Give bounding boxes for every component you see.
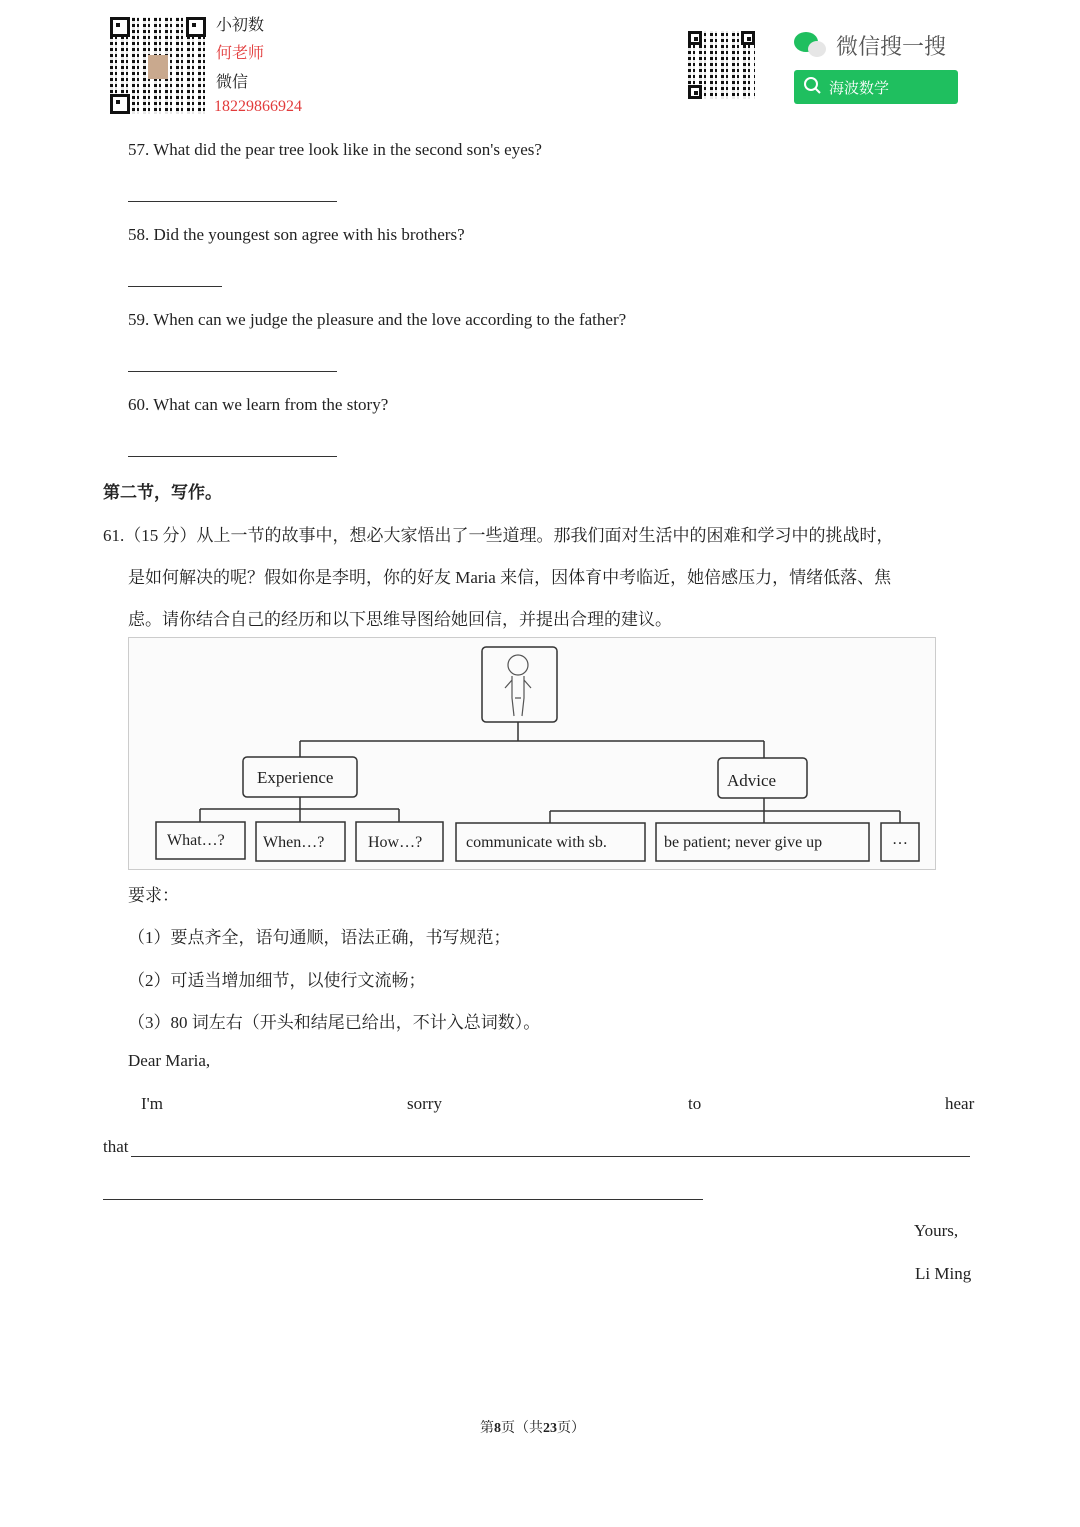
footer-post: 页） (557, 1421, 585, 1436)
answer-line-60[interactable] (128, 456, 337, 457)
footer-mid: 页（共 (501, 1421, 543, 1436)
wechat-search-title: 微信搜一搜 (836, 35, 947, 60)
page-footer (480, 1417, 585, 1437)
letter-greeting: Dear Maria, (128, 1051, 211, 1070)
answer-line-59[interactable] (128, 371, 337, 372)
wechat-icon (793, 30, 829, 65)
answer-line-57[interactable] (128, 201, 337, 202)
header-phone: 18229866924 (214, 98, 302, 115)
letter-word-sorry: sorry (407, 1094, 442, 1113)
writing-line-1[interactable] (131, 1156, 970, 1157)
qr-code-left (110, 17, 206, 114)
footer-pre: 第 (480, 1421, 494, 1436)
letter-word-im: I'm (141, 1094, 163, 1113)
header-label-1: 小初数 (216, 17, 265, 34)
section-title: 第二节，写作。 (103, 483, 222, 502)
letter-closing: Yours, (914, 1221, 959, 1240)
requirement-3: （3）80 词左右（开头和结尾已给出，不计入总词数）。 (128, 1013, 541, 1032)
question-59: 59. When can we judge the pleasure and the love according to the father? (128, 310, 627, 329)
question-60: 60. What can we learn from the story? (128, 395, 389, 414)
task-line-3: 虑。请你结合自己的经历和以下思维导图给她回信，并提出合理的建议。 (128, 610, 672, 629)
footer-total-pages: 23 (543, 1421, 557, 1436)
node-more: … (892, 831, 908, 848)
mind-map (128, 637, 936, 870)
header-label-teacher: 何老师 (216, 45, 265, 62)
footer-page-number: 8 (494, 1421, 501, 1436)
search-button[interactable] (794, 70, 958, 104)
letter-word-to: to (688, 1094, 702, 1113)
task-line-1: 61.（15 分）从上一节的故事中，想必大家悟出了一些道理。那我们面对生活中的困难和学习中的挑战时， (103, 526, 894, 545)
requirements-title: 要求： (128, 886, 179, 905)
requirement-2: （2）可适当增加细节，以使行文流畅； (128, 971, 426, 990)
letter-signature: Li Ming (915, 1264, 972, 1283)
search-icon (803, 76, 823, 101)
requirement-1: （1）要点齐全，语句通顺，语法正确，书写规范； (128, 928, 511, 947)
node-be-patient: be patient; never give up (664, 834, 823, 851)
letter-word-that: that (103, 1137, 129, 1156)
node-communicate: communicate with sb. (466, 834, 607, 851)
writing-line-2[interactable] (103, 1199, 703, 1200)
search-button-label: 海波数学 (829, 79, 890, 97)
task-line-2: 是如何解决的呢？假如你是李明，你的好友 Maria 来信，因体育中考临近，她倍感压力，情绪低落、焦 (128, 568, 892, 587)
question-58: 58. Did the youngest son agree with his brothers? (128, 225, 465, 244)
node-experience: Experience (257, 768, 334, 787)
qr-code-right (688, 31, 755, 99)
node-when: When…? (263, 834, 325, 851)
answer-line-58[interactable] (128, 286, 222, 287)
person-icon (505, 655, 531, 716)
header-label-wechat: 微信 (216, 74, 249, 91)
node-advice: Advice (727, 771, 777, 790)
question-57: 57. What did the pear tree look like in the second son's eyes? (128, 140, 542, 159)
node-how: How…? (368, 834, 423, 851)
letter-word-hear: hear (945, 1094, 975, 1113)
node-what: What…? (167, 832, 225, 849)
